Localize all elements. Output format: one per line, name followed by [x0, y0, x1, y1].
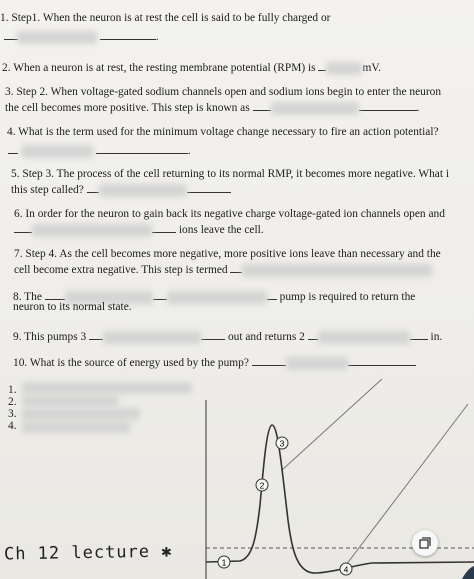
question-7-line-a: 7. Step 4. As the cell becomes more negative, more positive ions leave than necessary and the	[14, 248, 441, 260]
question-4-period: .	[187, 145, 191, 157]
question-6-text: ions leave the cell.	[178, 224, 264, 236]
answer-item-1: 1.	[8, 384, 17, 396]
question-7-text: cell become extra negative. This step is termed	[14, 264, 228, 276]
question-8-line-b: neuron to its normal state.	[13, 301, 132, 313]
handwritten-note: Ch 12 lecture ✱	[3, 541, 173, 565]
question-5-text: this step called?	[11, 184, 84, 196]
answer-item-2: 2.	[8, 396, 17, 408]
answer-item-4: 4.	[8, 420, 17, 432]
svg-text:4: 4	[343, 564, 349, 575]
expand-icon	[418, 536, 432, 550]
expand-button[interactable]	[412, 530, 438, 556]
graph-label-1	[218, 556, 230, 568]
page-corner-shadow	[462, 566, 474, 579]
question-1-number: 1.	[0, 12, 12, 24]
graph-label-3	[276, 437, 288, 449]
question-8-text-a: 8. The	[13, 291, 42, 303]
graph-annotation-line	[346, 404, 468, 565]
question-1-text: Step1. When the neuron is at rest the cell is said to be fully charged or	[11, 12, 331, 24]
question-9-text-c: in.	[430, 331, 443, 343]
question-8-text-b: pump is required to return the	[279, 291, 416, 303]
question-3-text: the cell becomes more positive. This step is known as	[5, 102, 250, 114]
graph-label-2	[256, 479, 268, 491]
question-5-line-a: 5. Step 3. The process of the cell returning to its normal RMP, it becomes more negative. What i	[11, 168, 450, 180]
question-4: 4. What is the term used for the minimum voltage change necessary to fire an action potential?	[7, 126, 439, 138]
question-1-period: .	[155, 31, 159, 43]
svg-text:3: 3	[279, 438, 285, 449]
question-9-text-a: 9. This pumps 3	[13, 331, 87, 343]
question-3-period: .	[416, 102, 420, 114]
graph-label-4	[340, 563, 352, 575]
question-10-text: 10. What is the source of energy used by the pump?	[13, 357, 249, 369]
answer-item-3: 3.	[8, 408, 17, 420]
question-3-line-a: 3. Step 2. When voltage-gated sodium channels open and sodium ions begin to enter the neuron	[5, 86, 442, 98]
svg-text:1: 1	[221, 557, 227, 568]
question-2-unit: mV.	[362, 62, 381, 74]
question-9-text-b: out and returns 2	[227, 331, 305, 343]
question-6-line-a: 6. In order for the neuron to gain back its negative charge voltage-gated ion channels open and	[14, 208, 445, 220]
question-2-number: 2.	[2, 62, 14, 74]
svg-text:2: 2	[259, 480, 265, 491]
graph-annotation-line	[279, 379, 382, 470]
question-2-text: When a neuron is at rest, the resting membrane potential (RPM) is	[13, 62, 319, 74]
